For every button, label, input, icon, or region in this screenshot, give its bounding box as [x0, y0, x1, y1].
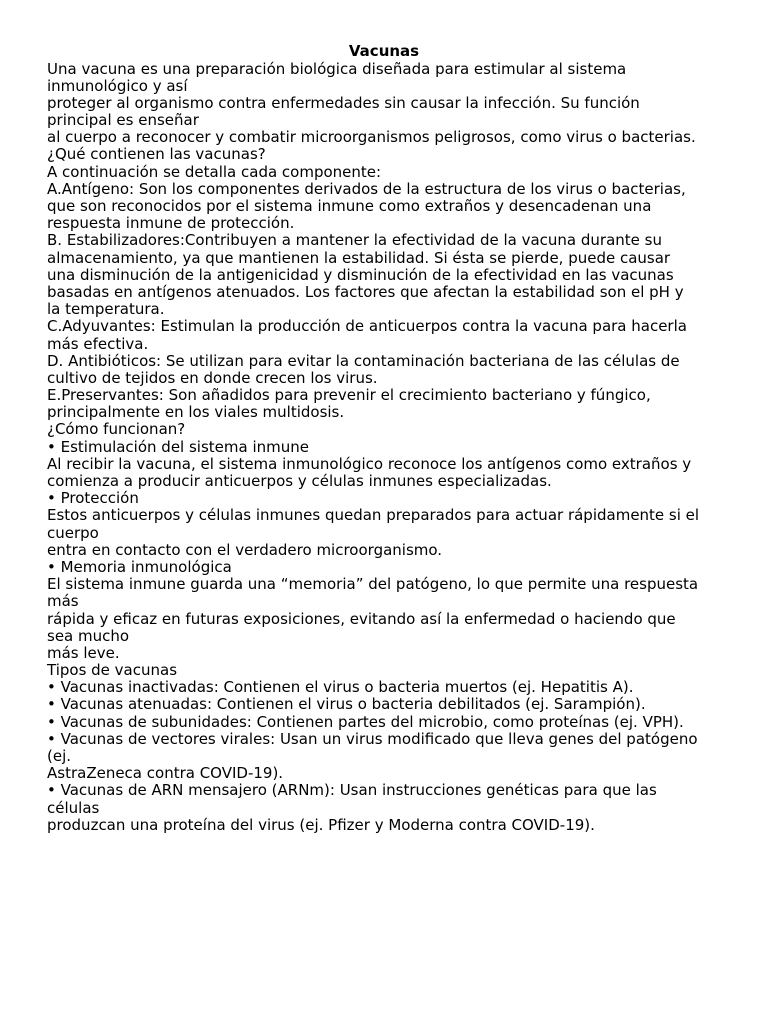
text-line: más efectiva. — [47, 334, 149, 353]
text-line: sea mucho — [47, 626, 130, 645]
text-line: Una vacuna es una preparación biológica diseñada para estimular al sistema — [47, 59, 627, 78]
text-line: produzcan una proteína del virus (ej. Pfizer y Moderna contra COVID-19). — [47, 815, 595, 834]
section-heading: Tipos de vacunas — [47, 661, 178, 680]
text-line: C.Adyuvantes: Estimulan la producción de anticuerpos contra la vacuna para hacerla — [47, 317, 687, 336]
text-line: entra en contacto con el verdadero microorganismo. — [47, 540, 443, 559]
text-line: una disminución de la antigenicidad y disminución de la efectividad en las vacunas — [47, 265, 674, 284]
bullet-item: • Memoria inmunológica — [47, 557, 232, 576]
text-line: Estos anticuerpos y células inmunes quedan preparados para actuar rápidamente si el — [47, 506, 700, 525]
text-line: El sistema inmune guarda una “memoria” del patógeno, lo que permite una respuesta — [47, 575, 699, 594]
text-line: D. Antibióticos: Se utilizan para evitar la contaminación bacteriana de las células de — [47, 351, 680, 370]
text-line: células — [47, 798, 100, 817]
text-line: AstraZeneca contra COVID-19). — [47, 764, 284, 783]
text-line: cuerpo — [47, 523, 99, 542]
text-line: (ej. — [47, 747, 72, 765]
text-line: basadas en antígenos atenuados. Los factores que afectan la estabilidad son el pH y — [47, 282, 684, 301]
bullet-item: • Vacunas inactivadas: Contienen el virus o bacteria muertos (ej. Hepatitis A). — [47, 678, 634, 697]
bullet-item: • Protección — [47, 489, 139, 508]
text-line: inmunológico y así — [47, 76, 188, 95]
bullet-item: • Vacunas atenuadas: Contienen el virus o bacteria debilitados (ej. Sarampión). — [47, 695, 646, 714]
section-heading: ¿Qué contienen las vacunas? — [47, 145, 266, 164]
text-line: cultivo de tejidos en donde crecen los virus. — [47, 368, 378, 387]
bullet-item: • Vacunas de vectores virales: Usan un virus modificado que lleva genes del patógeno — [47, 729, 698, 748]
text-line: más — [47, 592, 79, 611]
text-line: E.Preservantes: Son añadidos para prevenir el crecimiento bacteriano y fúngico, — [47, 386, 651, 405]
text-line: Al recibir la vacuna, el sistema inmunológico reconoce los antígenos como extraños y — [47, 454, 692, 473]
text-line: más leve. — [47, 643, 120, 662]
bullet-item: • Estimulación del sistema inmune — [47, 437, 309, 456]
text-line: proteger al organismo contra enfermedades sin causar la infección. Su función — [47, 93, 640, 112]
text-line: almacenamiento, ya que mantienen la estabilidad. Si ésta se pierde, puede causar — [47, 248, 671, 267]
text-line: al cuerpo a reconocer y combatir microorganismos peligrosos, como virus o bacterias. — [47, 128, 696, 147]
text-line: respuesta inmune de protección. — [47, 214, 295, 233]
text-line: principalmente en los viales multidosis. — [47, 403, 345, 422]
text-line: rápida y eficaz en futuras exposiciones, evitando así la enfermedad o haciendo que — [47, 609, 676, 628]
section-heading: ¿Cómo funcionan? — [47, 420, 186, 439]
document-title: Vacunas — [348, 42, 420, 60]
text-line: la temperatura. — [47, 300, 165, 319]
text-line: principal es enseñar — [47, 111, 199, 130]
document-body — [47, 61, 737, 834]
text-line: que son reconocidos por el sistema inmune como extraños y desencadenan una — [47, 197, 652, 215]
text-line: comienza a producir anticuerpos y células inmunes especializadas. — [47, 472, 552, 490]
text-line: A continuación se detalla cada componente: — [47, 162, 382, 181]
bullet-item: • Vacunas de subunidades: Contienen partes del microbio, como proteínas (ej. VPH). — [47, 712, 684, 731]
text-line: B. Estabilizadores:Contribuyen a mantener la efectividad de la vacuna durante su — [47, 231, 662, 250]
text-line: A.Antígeno: Son los componentes derivados de la estructura de los virus o bacterias, — [47, 179, 686, 198]
bullet-item: • Vacunas de ARN mensajero (ARNm): Usan instrucciones genéticas para que las — [47, 781, 657, 800]
